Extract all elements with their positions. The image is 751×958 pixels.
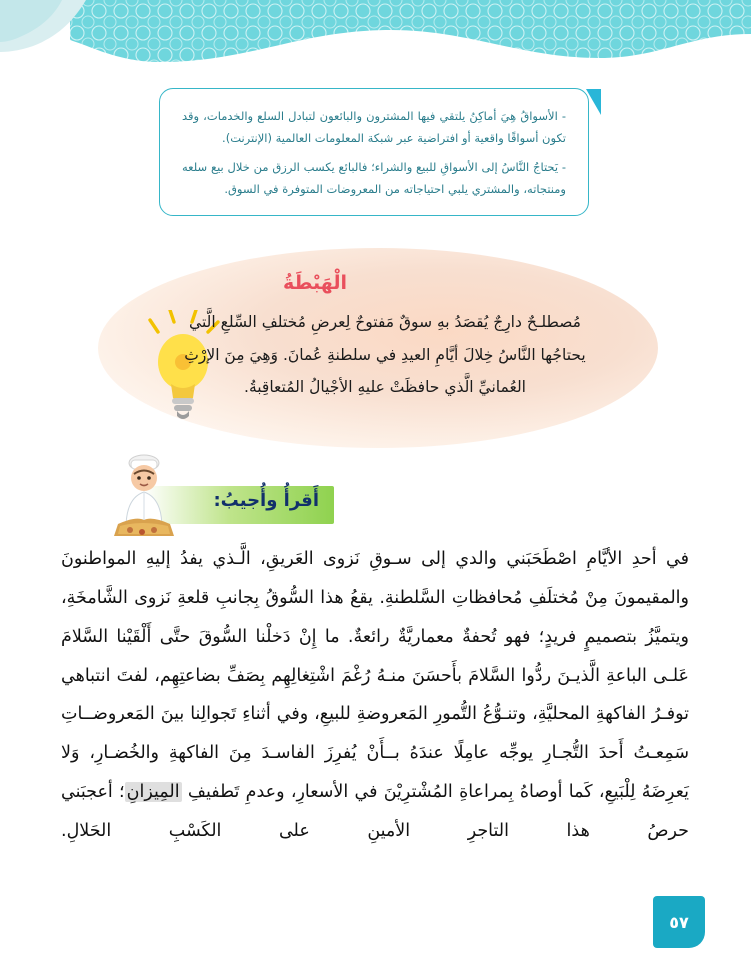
boy-reading-icon	[98, 450, 194, 538]
page-number: ٥٧	[653, 896, 705, 948]
top-wave-graphic	[0, 0, 751, 90]
reading-passage	[61, 540, 689, 851]
passage-part: في أحدِ الأيَّامِ اصْطَحَبَني والدي إلى سـوقِ نَزوى العَريقِ، الَّـذي يفدُ إليهِ المواطنونَ والمقيمونَ مِنْ مُختلَفِ مُحافظاتِ السَّلطنةِ. يقعُ هذا السُّوقُ بِجانبِ قلعةِ نَزوى الشَّامخَةِ، ويتميَّزُ بتصميمٍ فريدٍ؛ فهو تُحفةٌ معماريَّةٌ رائعةٌ. ما إِنْ دَخلْنا السُّوقَ حتَّى أَلْقَيْنا السَّلامَ عَلـى الباعةِ الَّذيـنَ ردُّوا السَّلامَ بأَحسَنَ منـهُ رُغْمَ اشْتِغالِهِم بِصَفِّ بضاعتِهِم، لفتَ انتباهي توفـرُ الفاكهةِ المحليَّةِ، وتنـوُّعُ التُّمورِ المَعروضةِ للبيعِ، وفي أثناءِ تَجوالِنا بينَ المَعروضــاتِ سَمِعـتُ أَحدَ التُّجـارِ يوجِّه عامِلًا عندَهُ بــأَنْ يُفرِزَ الفاسـدَ مِنَ الفاكهةِ والخُضـارِ، وَلا يَعرِضَهُ لِلْبَيعِ، كَما أوصاهُ بِمراعاةِ المُشْترِيْنَ في الأسعارِ، وعدمِ تَطفيفِ	[61, 549, 689, 803]
hint-text: مُصطلـحٌ دارِجٌ يُقصَدُ بهِ سوقٌ مَفتوحٌ لِعرضِ مُختلفِ السِّلعِ الَّتي يحتاجُها النَّاسُ خِلالَ أيَّامِ العيدِ في سلطنةِ عُمانَ. وَهِيَ مِنَ الإرْثِ العُمانيِّ الَّذي حافظَتْ عليهِ الأجْيالُ المُتعاقِبةُ.	[184, 313, 586, 397]
page-top-decoration	[0, 0, 751, 90]
definition-line: - الأسواقُ هِيَ أماكِنُ يلتقي فيها المشترون والبائعون لتبادل السلع والخدمات، وقد تكون أسواقًا واقعية أو افتراضية عبر شبكة المعلومات العالمية (الإنترنت).	[182, 109, 566, 146]
hint-title: الْهَبْطَةُ	[283, 272, 347, 294]
highlighted-word: المِيزانِ	[126, 782, 180, 803]
definition-line: - يَحتاجُ النَّاسُ إلى الأسواقِ للبيع والشراء؛ فالبائع يكسب الرزق من خلال بيع سلعه ومنتجاته، والمشتري يلبي احتياجاته من المعروضات المتوفرة في السوق.	[182, 159, 566, 197]
box-corner-tab	[586, 89, 601, 115]
section-header	[0, 486, 751, 532]
definition-box	[159, 88, 589, 216]
section-title: أَقرأُ وأُجيبُ:	[213, 490, 319, 511]
passage-part: ؛ أعجبَني حرصُ هذا التاجرِ الأمينِ على الكَسْبِ الحَلالِ.	[61, 782, 689, 841]
hint-section	[0, 248, 751, 453]
